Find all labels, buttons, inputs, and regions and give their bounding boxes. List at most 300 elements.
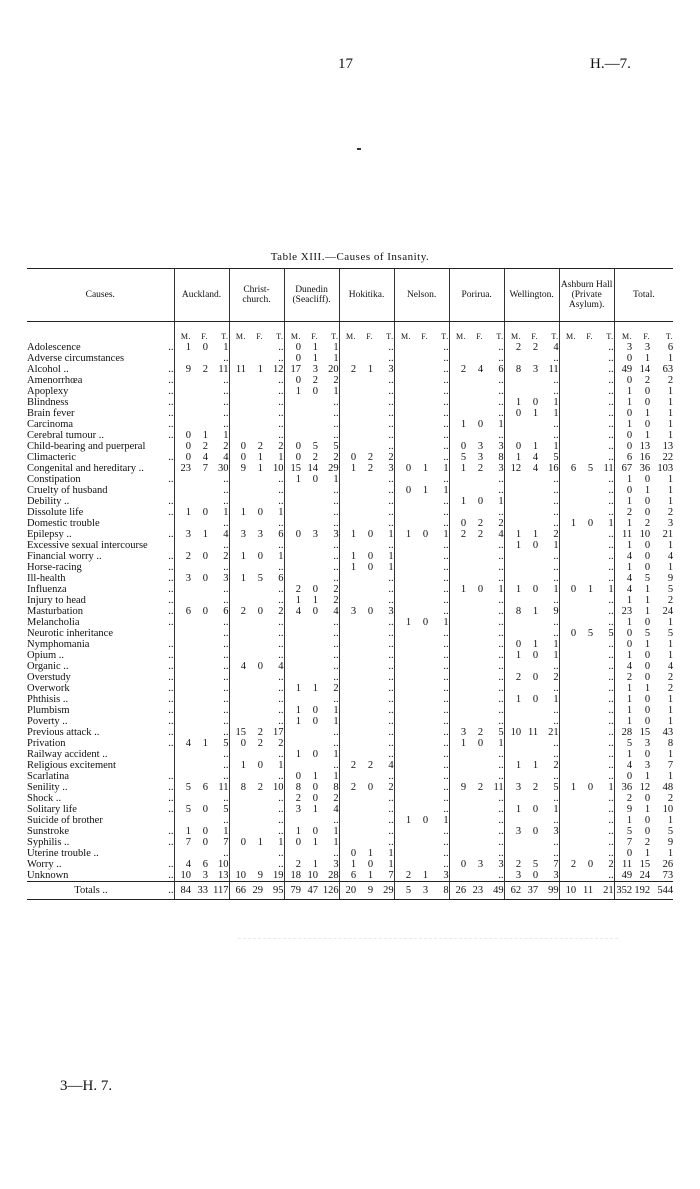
count-cell bbox=[229, 672, 246, 683]
count-cell bbox=[521, 815, 538, 826]
count-cell bbox=[504, 573, 521, 584]
count-cell: 0 bbox=[532, 650, 539, 661]
count-cell: 1 bbox=[644, 408, 651, 419]
count-cell: 0 bbox=[644, 397, 651, 408]
count-cell: .. bbox=[498, 793, 504, 804]
count-cell bbox=[559, 353, 576, 364]
count-cell bbox=[174, 584, 191, 595]
count-cell bbox=[339, 749, 356, 760]
cause-label: Climacteric bbox=[27, 452, 76, 463]
count-cell bbox=[411, 716, 428, 727]
count-cell bbox=[466, 749, 483, 760]
count-cell bbox=[394, 716, 411, 727]
leader-dots: .. bbox=[168, 573, 174, 584]
count-cell bbox=[411, 452, 428, 463]
count-cell: 3 bbox=[388, 463, 394, 474]
count-cell bbox=[559, 705, 576, 716]
count-cell: 0 bbox=[312, 474, 319, 485]
count-cell bbox=[229, 485, 246, 496]
count-cell: 0 bbox=[229, 837, 246, 848]
count-cell bbox=[576, 496, 593, 507]
count-cell bbox=[339, 727, 356, 738]
count-cell bbox=[284, 628, 301, 639]
count-cell bbox=[504, 837, 521, 848]
cause-label: Uterine trouble .. bbox=[27, 848, 99, 859]
count-cell: 2 bbox=[223, 551, 229, 562]
count-cell bbox=[411, 507, 428, 518]
count-cell bbox=[246, 650, 263, 661]
count-cell bbox=[504, 595, 521, 606]
count-cell bbox=[174, 650, 191, 661]
leader-dots: .. bbox=[155, 882, 174, 900]
column-header-5: Nelson. bbox=[394, 269, 449, 322]
count-cell bbox=[521, 518, 538, 529]
count-cell: 13 bbox=[218, 870, 229, 881]
count-cell bbox=[449, 793, 466, 804]
count-cell bbox=[411, 496, 428, 507]
count-cell: 2 bbox=[449, 529, 466, 540]
count-cell: 0 bbox=[614, 848, 632, 859]
leader-dots bbox=[155, 815, 174, 826]
count-cell bbox=[449, 848, 466, 859]
leader-dots: .. bbox=[168, 386, 174, 397]
leader-dots: .. bbox=[168, 716, 174, 727]
count-cell bbox=[246, 540, 263, 551]
cause-label: Syphilis .. bbox=[27, 837, 70, 848]
count-cell bbox=[356, 837, 373, 848]
count-cell: 29 bbox=[246, 882, 263, 900]
subheader-f: F. bbox=[311, 332, 319, 341]
count-cell: .. bbox=[553, 793, 559, 804]
count-cell: 1 bbox=[667, 650, 674, 661]
count-cell: 2 bbox=[667, 672, 674, 683]
count-cell bbox=[229, 375, 246, 386]
count-cell: 2 bbox=[477, 782, 484, 793]
count-cell bbox=[504, 507, 521, 518]
count-cell: 5 bbox=[553, 782, 559, 793]
count-cell bbox=[466, 397, 483, 408]
count-cell: .. bbox=[388, 507, 394, 518]
count-cell: 1 bbox=[339, 859, 356, 870]
count-cell: .. bbox=[608, 375, 614, 386]
subheader-f: F. bbox=[531, 332, 539, 341]
count-cell: 2 bbox=[553, 760, 559, 771]
count-cell bbox=[394, 672, 411, 683]
count-cell bbox=[191, 540, 208, 551]
count-cell bbox=[411, 826, 428, 837]
cause-label: Nymphomania bbox=[27, 639, 90, 650]
count-cell bbox=[356, 595, 373, 606]
count-cell: 8 bbox=[504, 606, 521, 617]
count-cell bbox=[521, 661, 538, 672]
table-row bbox=[27, 408, 673, 419]
count-cell: .. bbox=[388, 650, 394, 661]
count-cell bbox=[356, 353, 373, 364]
count-cell bbox=[521, 353, 538, 364]
count-cell: 10 bbox=[639, 529, 651, 540]
count-cell bbox=[246, 826, 263, 837]
count-cell: 5 bbox=[257, 573, 264, 584]
count-cell: .. bbox=[498, 573, 504, 584]
count-cell bbox=[191, 716, 208, 727]
count-cell bbox=[466, 793, 483, 804]
count-cell bbox=[174, 595, 191, 606]
count-cell bbox=[411, 793, 428, 804]
count-cell: 37 bbox=[521, 882, 538, 900]
count-cell: .. bbox=[443, 848, 449, 859]
count-cell bbox=[229, 848, 246, 859]
count-cell: 3 bbox=[504, 870, 521, 882]
count-cell: 0 bbox=[644, 672, 651, 683]
count-cell: 1 bbox=[278, 551, 284, 562]
cause-label: Privation bbox=[27, 738, 66, 749]
count-cell: 5 bbox=[667, 628, 674, 639]
count-cell: .. bbox=[553, 837, 559, 848]
count-cell: 62 bbox=[504, 882, 521, 900]
count-cell: 1 bbox=[284, 705, 301, 716]
count-cell: 1 bbox=[449, 738, 466, 749]
count-cell: 2 bbox=[614, 672, 632, 683]
count-cell: 12 bbox=[273, 364, 284, 375]
count-cell bbox=[229, 716, 246, 727]
count-cell: .. bbox=[608, 551, 614, 562]
count-cell: 4 bbox=[553, 342, 559, 353]
count-cell: 1 bbox=[504, 584, 521, 595]
count-cell bbox=[394, 804, 411, 815]
count-cell: 3 bbox=[644, 342, 651, 353]
count-cell: 9 bbox=[257, 870, 264, 881]
count-cell: 23 bbox=[614, 606, 632, 617]
count-cell: 36 bbox=[639, 463, 651, 474]
count-cell: .. bbox=[388, 397, 394, 408]
count-cell: 24 bbox=[639, 870, 651, 881]
count-cell: .. bbox=[553, 771, 559, 782]
count-cell: 1 bbox=[532, 760, 539, 771]
count-cell: 1 bbox=[667, 749, 674, 760]
count-cell: .. bbox=[388, 826, 394, 837]
count-cell: .. bbox=[388, 353, 394, 364]
count-cell bbox=[504, 683, 521, 694]
count-cell bbox=[356, 617, 373, 628]
count-cell: .. bbox=[608, 617, 614, 628]
count-cell bbox=[521, 375, 538, 386]
count-cell: .. bbox=[553, 749, 559, 760]
count-cell bbox=[174, 815, 191, 826]
count-cell: 0 bbox=[284, 441, 301, 452]
count-cell bbox=[394, 738, 411, 749]
count-cell: 1 bbox=[449, 584, 466, 595]
count-cell bbox=[246, 804, 263, 815]
count-cell: 10 bbox=[218, 859, 229, 870]
count-cell: .. bbox=[278, 628, 284, 639]
count-cell: .. bbox=[608, 474, 614, 485]
count-cell: 1 bbox=[667, 716, 674, 727]
count-cell: .. bbox=[443, 573, 449, 584]
count-cell: .. bbox=[388, 573, 394, 584]
count-cell bbox=[576, 617, 593, 628]
leader-dots: .. bbox=[168, 870, 174, 881]
count-cell: 1 bbox=[532, 606, 539, 617]
count-cell bbox=[229, 749, 246, 760]
count-cell: 2 bbox=[644, 375, 651, 386]
count-cell: 3 bbox=[504, 826, 521, 837]
count-cell: .. bbox=[388, 738, 394, 749]
count-cell: 3 bbox=[667, 518, 674, 529]
causes-of-insanity-table bbox=[27, 268, 673, 900]
count-cell bbox=[521, 705, 538, 716]
subheader-m: M. bbox=[394, 322, 411, 343]
count-cell bbox=[246, 408, 263, 419]
count-cell bbox=[246, 716, 263, 727]
count-cell bbox=[521, 771, 538, 782]
count-cell: 1 bbox=[443, 617, 449, 628]
count-cell: .. bbox=[278, 474, 284, 485]
count-cell: 0 bbox=[229, 738, 246, 749]
count-cell: 15 bbox=[284, 463, 301, 474]
count-cell: 0 bbox=[312, 826, 319, 837]
count-cell: 2 bbox=[553, 529, 559, 540]
count-cell bbox=[356, 639, 373, 650]
count-cell bbox=[449, 551, 466, 562]
count-cell bbox=[394, 694, 411, 705]
leader-dots: .. bbox=[168, 551, 174, 562]
count-cell: 1 bbox=[202, 430, 209, 441]
count-cell bbox=[301, 419, 318, 430]
count-cell bbox=[301, 551, 318, 562]
count-cell bbox=[174, 672, 191, 683]
table-row bbox=[27, 749, 673, 760]
count-cell bbox=[174, 485, 191, 496]
count-cell: .. bbox=[333, 760, 339, 771]
subheader-m: M. bbox=[614, 322, 632, 343]
count-cell: .. bbox=[443, 551, 449, 562]
cause-label: Senility .. bbox=[27, 782, 68, 793]
count-cell: 3 bbox=[333, 529, 339, 540]
count-cell bbox=[229, 804, 246, 815]
count-cell bbox=[576, 661, 593, 672]
count-cell: .. bbox=[443, 606, 449, 617]
count-cell bbox=[521, 848, 538, 859]
count-cell: 0 bbox=[257, 507, 264, 518]
count-cell bbox=[229, 562, 246, 573]
count-cell: .. bbox=[223, 771, 229, 782]
leader-dots: .. bbox=[168, 672, 174, 683]
count-cell: 1 bbox=[312, 595, 319, 606]
count-cell: .. bbox=[608, 540, 614, 551]
count-cell: 1 bbox=[339, 529, 356, 540]
leader-dots: .. bbox=[168, 342, 174, 353]
count-cell bbox=[284, 485, 301, 496]
count-cell: .. bbox=[388, 727, 394, 738]
count-cell bbox=[339, 804, 356, 815]
count-cell: .. bbox=[333, 727, 339, 738]
count-cell bbox=[356, 727, 373, 738]
count-cell bbox=[504, 848, 521, 859]
count-cell bbox=[339, 617, 356, 628]
count-cell bbox=[576, 375, 593, 386]
count-cell: .. bbox=[278, 408, 284, 419]
count-cell bbox=[356, 716, 373, 727]
leader-dots: .. bbox=[168, 727, 174, 738]
count-cell bbox=[504, 628, 521, 639]
count-cell bbox=[559, 397, 576, 408]
count-cell: 1 bbox=[614, 683, 632, 694]
count-cell bbox=[521, 837, 538, 848]
count-cell: 1 bbox=[223, 430, 229, 441]
count-cell bbox=[521, 716, 538, 727]
count-cell bbox=[356, 573, 373, 584]
count-cell: 0 bbox=[532, 397, 539, 408]
count-cell: .. bbox=[388, 793, 394, 804]
count-cell: 0 bbox=[477, 496, 484, 507]
count-cell bbox=[356, 650, 373, 661]
count-cell: 1 bbox=[449, 419, 466, 430]
count-cell bbox=[449, 540, 466, 551]
count-cell: 8 bbox=[284, 782, 301, 793]
count-cell: 2 bbox=[284, 859, 301, 870]
count-cell bbox=[411, 595, 428, 606]
cause-label: Financial worry .. bbox=[27, 551, 102, 562]
count-cell: 1 bbox=[394, 815, 411, 826]
count-cell: 1 bbox=[284, 474, 301, 485]
leader-dots: .. bbox=[168, 782, 174, 793]
count-cell bbox=[411, 749, 428, 760]
count-cell: .. bbox=[608, 650, 614, 661]
count-cell bbox=[559, 386, 576, 397]
count-cell bbox=[191, 815, 208, 826]
cause-label: Previous attack .. bbox=[27, 727, 100, 738]
count-cell bbox=[449, 408, 466, 419]
count-cell: .. bbox=[333, 573, 339, 584]
count-cell bbox=[521, 386, 538, 397]
count-cell: .. bbox=[443, 452, 449, 463]
count-cell bbox=[356, 793, 373, 804]
count-cell bbox=[356, 397, 373, 408]
count-cell: 0 bbox=[367, 551, 374, 562]
count-cell bbox=[559, 562, 576, 573]
count-cell bbox=[229, 474, 246, 485]
count-cell: 2 bbox=[229, 606, 246, 617]
count-cell: .. bbox=[498, 485, 504, 496]
count-cell: .. bbox=[223, 584, 229, 595]
count-cell: 0 bbox=[532, 672, 539, 683]
cause-label: Solitary life bbox=[27, 804, 77, 815]
count-cell: 1 bbox=[498, 738, 504, 749]
count-cell: 0 bbox=[284, 771, 301, 782]
count-cell: .. bbox=[278, 793, 284, 804]
count-cell: 2 bbox=[667, 793, 674, 804]
count-cell bbox=[466, 672, 483, 683]
count-cell: 1 bbox=[504, 452, 521, 463]
count-cell: 9 bbox=[667, 573, 674, 584]
count-cell: 1 bbox=[388, 859, 394, 870]
report-reference: H.—7. bbox=[590, 56, 631, 72]
count-cell: 11 bbox=[218, 364, 229, 375]
count-cell bbox=[174, 375, 191, 386]
count-cell: 2 bbox=[644, 837, 651, 848]
count-cell bbox=[394, 496, 411, 507]
count-cell: .. bbox=[278, 419, 284, 430]
count-cell: 5 bbox=[553, 452, 559, 463]
count-cell: .. bbox=[608, 573, 614, 584]
count-cell: 21 bbox=[662, 529, 674, 540]
cause-label: Phthisis .. bbox=[27, 694, 69, 705]
count-cell bbox=[174, 408, 191, 419]
count-cell: .. bbox=[443, 859, 449, 870]
count-cell: 15 bbox=[639, 859, 651, 870]
count-cell: 1 bbox=[284, 386, 301, 397]
count-cell: 2 bbox=[667, 595, 674, 606]
count-cell: .. bbox=[223, 595, 229, 606]
leader-dots: .. bbox=[168, 507, 174, 518]
count-cell bbox=[559, 419, 576, 430]
count-cell bbox=[521, 595, 538, 606]
count-cell bbox=[339, 650, 356, 661]
count-cell: .. bbox=[388, 815, 394, 826]
table-row bbox=[27, 397, 673, 408]
count-cell: 2 bbox=[559, 859, 576, 870]
count-cell bbox=[284, 408, 301, 419]
count-cell bbox=[576, 441, 593, 452]
count-cell: .. bbox=[223, 716, 229, 727]
count-cell: 84 bbox=[174, 882, 191, 900]
count-cell: .. bbox=[553, 496, 559, 507]
count-cell bbox=[229, 793, 246, 804]
table-row bbox=[27, 485, 673, 496]
count-cell bbox=[191, 584, 208, 595]
count-cell bbox=[559, 683, 576, 694]
count-cell bbox=[521, 507, 538, 518]
count-cell bbox=[301, 694, 318, 705]
count-cell: 1 bbox=[339, 562, 356, 573]
table-title: Table XIII.—Causes of Insanity. bbox=[270, 251, 430, 263]
count-cell: 26 bbox=[662, 859, 674, 870]
count-cell bbox=[246, 848, 263, 859]
count-cell: 10 bbox=[662, 804, 674, 815]
cause-label: Injury to head bbox=[27, 595, 86, 606]
cause-label: Cruelty of husband bbox=[27, 485, 108, 496]
count-cell: .. bbox=[223, 639, 229, 650]
count-cell: 1 bbox=[333, 386, 339, 397]
count-cell bbox=[356, 694, 373, 705]
count-cell: 6 bbox=[498, 364, 504, 375]
count-cell bbox=[284, 738, 301, 749]
count-cell: 1 bbox=[367, 870, 374, 881]
count-cell bbox=[356, 496, 373, 507]
count-cell bbox=[411, 375, 428, 386]
count-cell bbox=[356, 771, 373, 782]
count-cell: 1 bbox=[553, 639, 559, 650]
count-cell bbox=[559, 650, 576, 661]
table-row bbox=[27, 771, 673, 782]
count-cell bbox=[356, 441, 373, 452]
count-cell: .. bbox=[498, 386, 504, 397]
count-cell bbox=[246, 749, 263, 760]
count-cell: 1 bbox=[257, 837, 264, 848]
leader-dots bbox=[155, 485, 174, 496]
count-cell: 8 bbox=[229, 782, 246, 793]
count-cell: .. bbox=[333, 661, 339, 672]
count-cell bbox=[449, 760, 466, 771]
subheader-m: M. bbox=[174, 322, 191, 343]
count-cell: 20 bbox=[339, 882, 356, 900]
count-cell: .. bbox=[388, 837, 394, 848]
count-cell bbox=[191, 562, 208, 573]
count-cell bbox=[339, 485, 356, 496]
count-cell: 3 bbox=[644, 738, 651, 749]
count-cell bbox=[394, 364, 411, 375]
count-cell: .. bbox=[608, 606, 614, 617]
